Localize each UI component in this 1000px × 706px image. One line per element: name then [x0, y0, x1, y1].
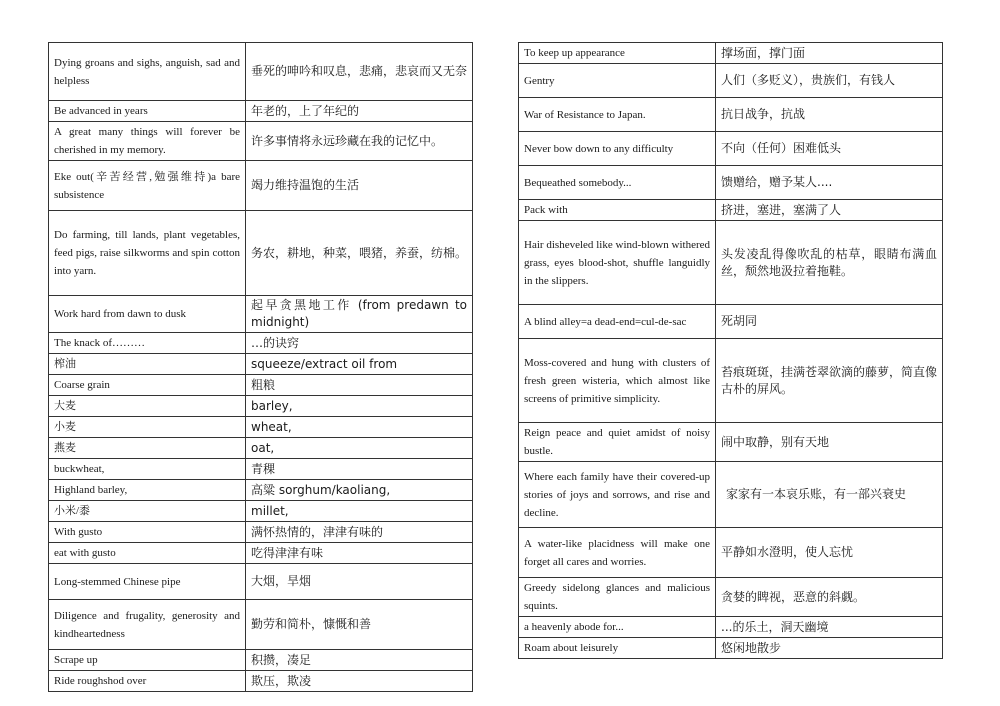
table-row — [519, 98, 943, 132]
english-term: 燕麦 — [49, 438, 246, 459]
chinese-meaning: 头发凌乱得像吹乱的枯草，眼睛布满血丝，颓然地汲拉着拖鞋。 — [716, 221, 943, 305]
english-term: A great many things will forever be cherished in my memory. — [49, 122, 246, 161]
table-row — [49, 375, 473, 396]
chinese-meaning: 积攒，凑足 — [246, 650, 473, 671]
english-term: To keep up appearance — [519, 43, 716, 64]
chinese-meaning: 吃得津津有味 — [246, 543, 473, 564]
table-row — [519, 64, 943, 98]
english-term: Ride roughshod over — [49, 671, 246, 692]
english-term: Coarse grain — [49, 375, 246, 396]
english-term: Greedy sidelong glances and malicious squints. — [519, 578, 716, 617]
table-row — [519, 43, 943, 64]
table-row — [519, 200, 943, 221]
english-term: Moss-covered and hung with clusters of fresh green wisteria, which almost like screens of primitive simplicity. — [519, 339, 716, 423]
chinese-meaning: …的诀窍 — [246, 333, 473, 354]
chinese-meaning: 欺压，欺凌 — [246, 671, 473, 692]
chinese-meaning: 苔痕斑斑，挂满苍翠欲滴的藤萝，简直像古朴的屏风。 — [716, 339, 943, 423]
table-row — [49, 438, 473, 459]
table-row — [49, 480, 473, 501]
chinese-meaning: millet, — [246, 501, 473, 522]
table-row — [519, 617, 943, 638]
english-term: eat with gusto — [49, 543, 246, 564]
table-row — [49, 671, 473, 692]
chinese-meaning: 粗粮 — [246, 375, 473, 396]
english-term: Gentry — [519, 64, 716, 98]
english-term: Diligence and frugality, generosity and kindheartedness — [49, 600, 246, 650]
vocab-table-right — [518, 42, 943, 659]
table-row — [519, 221, 943, 305]
english-term: Long-stemmed Chinese pipe — [49, 564, 246, 600]
table-row — [49, 122, 473, 161]
chinese-meaning: 馈赠给，赠予某人.... — [716, 166, 943, 200]
table-row — [519, 423, 943, 462]
table-row — [49, 522, 473, 543]
table-row — [49, 333, 473, 354]
table-row — [519, 462, 943, 528]
chinese-meaning: 挤进，塞进，塞满了人 — [716, 200, 943, 221]
english-term: Reign peace and quiet amidst of noisy bustle. — [519, 423, 716, 462]
chinese-meaning: 撑场面，撑门面 — [716, 43, 943, 64]
table-row — [49, 211, 473, 296]
english-term: Roam about leisurely — [519, 638, 716, 659]
chinese-meaning: 竭力维持温饱的生活 — [246, 161, 473, 211]
english-term: 小米/黍 — [49, 501, 246, 522]
english-term: 小麦 — [49, 417, 246, 438]
english-term: Eke out(辛苦经营,勉强维持)a bare subsistence — [49, 161, 246, 211]
english-term: With gusto — [49, 522, 246, 543]
table-row — [49, 396, 473, 417]
english-term: Bequeathed somebody... — [519, 166, 716, 200]
english-term: Scrape up — [49, 650, 246, 671]
english-term: Do farming, till lands, plant vegetables, feed pigs, raise silkworms and spin cotton into yarn. — [49, 211, 246, 296]
english-term: A water-like placidness will make one forget all cares and worries. — [519, 528, 716, 578]
table-row — [49, 650, 473, 671]
chinese-meaning: 悠闲地散步 — [716, 638, 943, 659]
english-term: 大麦 — [49, 396, 246, 417]
english-term: Dying groans and sighs, anguish, sad and helpless — [49, 43, 246, 101]
table-row — [519, 166, 943, 200]
chinese-meaning: barley, — [246, 396, 473, 417]
table-row — [519, 132, 943, 166]
table-row — [49, 501, 473, 522]
chinese-meaning: 起早贪黑地工作 (from predawn to midnight) — [246, 296, 473, 333]
chinese-meaning: 人们（多贬义），贵族们，有钱人 — [716, 64, 943, 98]
chinese-meaning: 家家有一本哀乐账，有一部兴衰史 — [716, 462, 943, 528]
chinese-meaning: oat, — [246, 438, 473, 459]
table-row — [49, 459, 473, 480]
vocab-table-left — [48, 42, 473, 692]
english-term: Where each family have their covered-up stories of joys and sorrows, and rise and decline. — [519, 462, 716, 528]
chinese-meaning: 闹中取静，别有天地 — [716, 423, 943, 462]
table-row — [49, 417, 473, 438]
table-row — [49, 354, 473, 375]
table-row — [519, 305, 943, 339]
table-row — [519, 578, 943, 617]
chinese-meaning: 高粱 sorghum/kaoliang, — [246, 480, 473, 501]
english-term: Work hard from dawn to dusk — [49, 296, 246, 333]
english-term: Highland barley, — [49, 480, 246, 501]
chinese-meaning: ...的乐土，洞天幽境 — [716, 617, 943, 638]
chinese-meaning: 许多事情将永远珍藏在我的记忆中。 — [246, 122, 473, 161]
chinese-meaning: 务农，耕地，种菜，喂猪，养蚕，纺棉。 — [246, 211, 473, 296]
english-term: War of Resistance to Japan. — [519, 98, 716, 132]
english-term: a heavenly abode for... — [519, 617, 716, 638]
english-term: Never bow down to any difficulty — [519, 132, 716, 166]
chinese-meaning: 满怀热情的，津津有味的 — [246, 522, 473, 543]
table-row — [49, 43, 473, 101]
chinese-meaning: 年老的，上了年纪的 — [246, 101, 473, 122]
chinese-meaning: 死胡同 — [716, 305, 943, 339]
table-row — [49, 101, 473, 122]
chinese-meaning: squeeze/extract oil from — [246, 354, 473, 375]
chinese-meaning: 抗日战争，抗战 — [716, 98, 943, 132]
chinese-meaning: wheat, — [246, 417, 473, 438]
chinese-meaning: 贪婪的睥视，恶意的斜觑。 — [716, 578, 943, 617]
english-term: buckwheat, — [49, 459, 246, 480]
table-row — [49, 600, 473, 650]
english-term: Hair disheveled like wind-blown withered grass, eyes blood-shot, shuffle languidly in the slippers. — [519, 221, 716, 305]
table-row — [519, 339, 943, 423]
table-row — [519, 528, 943, 578]
chinese-meaning: 垂死的呻吟和叹息，悲痛，悲哀而又无奈 — [246, 43, 473, 101]
table-row — [49, 161, 473, 211]
table-row — [49, 564, 473, 600]
table-row — [49, 543, 473, 564]
english-term: A blind alley=a dead-end=cul-de-sac — [519, 305, 716, 339]
table-row — [49, 296, 473, 333]
table-row — [519, 638, 943, 659]
chinese-meaning: 不向（任何）困难低头 — [716, 132, 943, 166]
english-term: Pack with — [519, 200, 716, 221]
chinese-meaning: 青稞 — [246, 459, 473, 480]
chinese-meaning: 平静如水澄明，使人忘忧 — [716, 528, 943, 578]
chinese-meaning: 勤劳和简朴，慷慨和善 — [246, 600, 473, 650]
chinese-meaning: 大烟，旱烟 — [246, 564, 473, 600]
english-term: The knack of……… — [49, 333, 246, 354]
english-term: 榨油 — [49, 354, 246, 375]
english-term: Be advanced in years — [49, 101, 246, 122]
